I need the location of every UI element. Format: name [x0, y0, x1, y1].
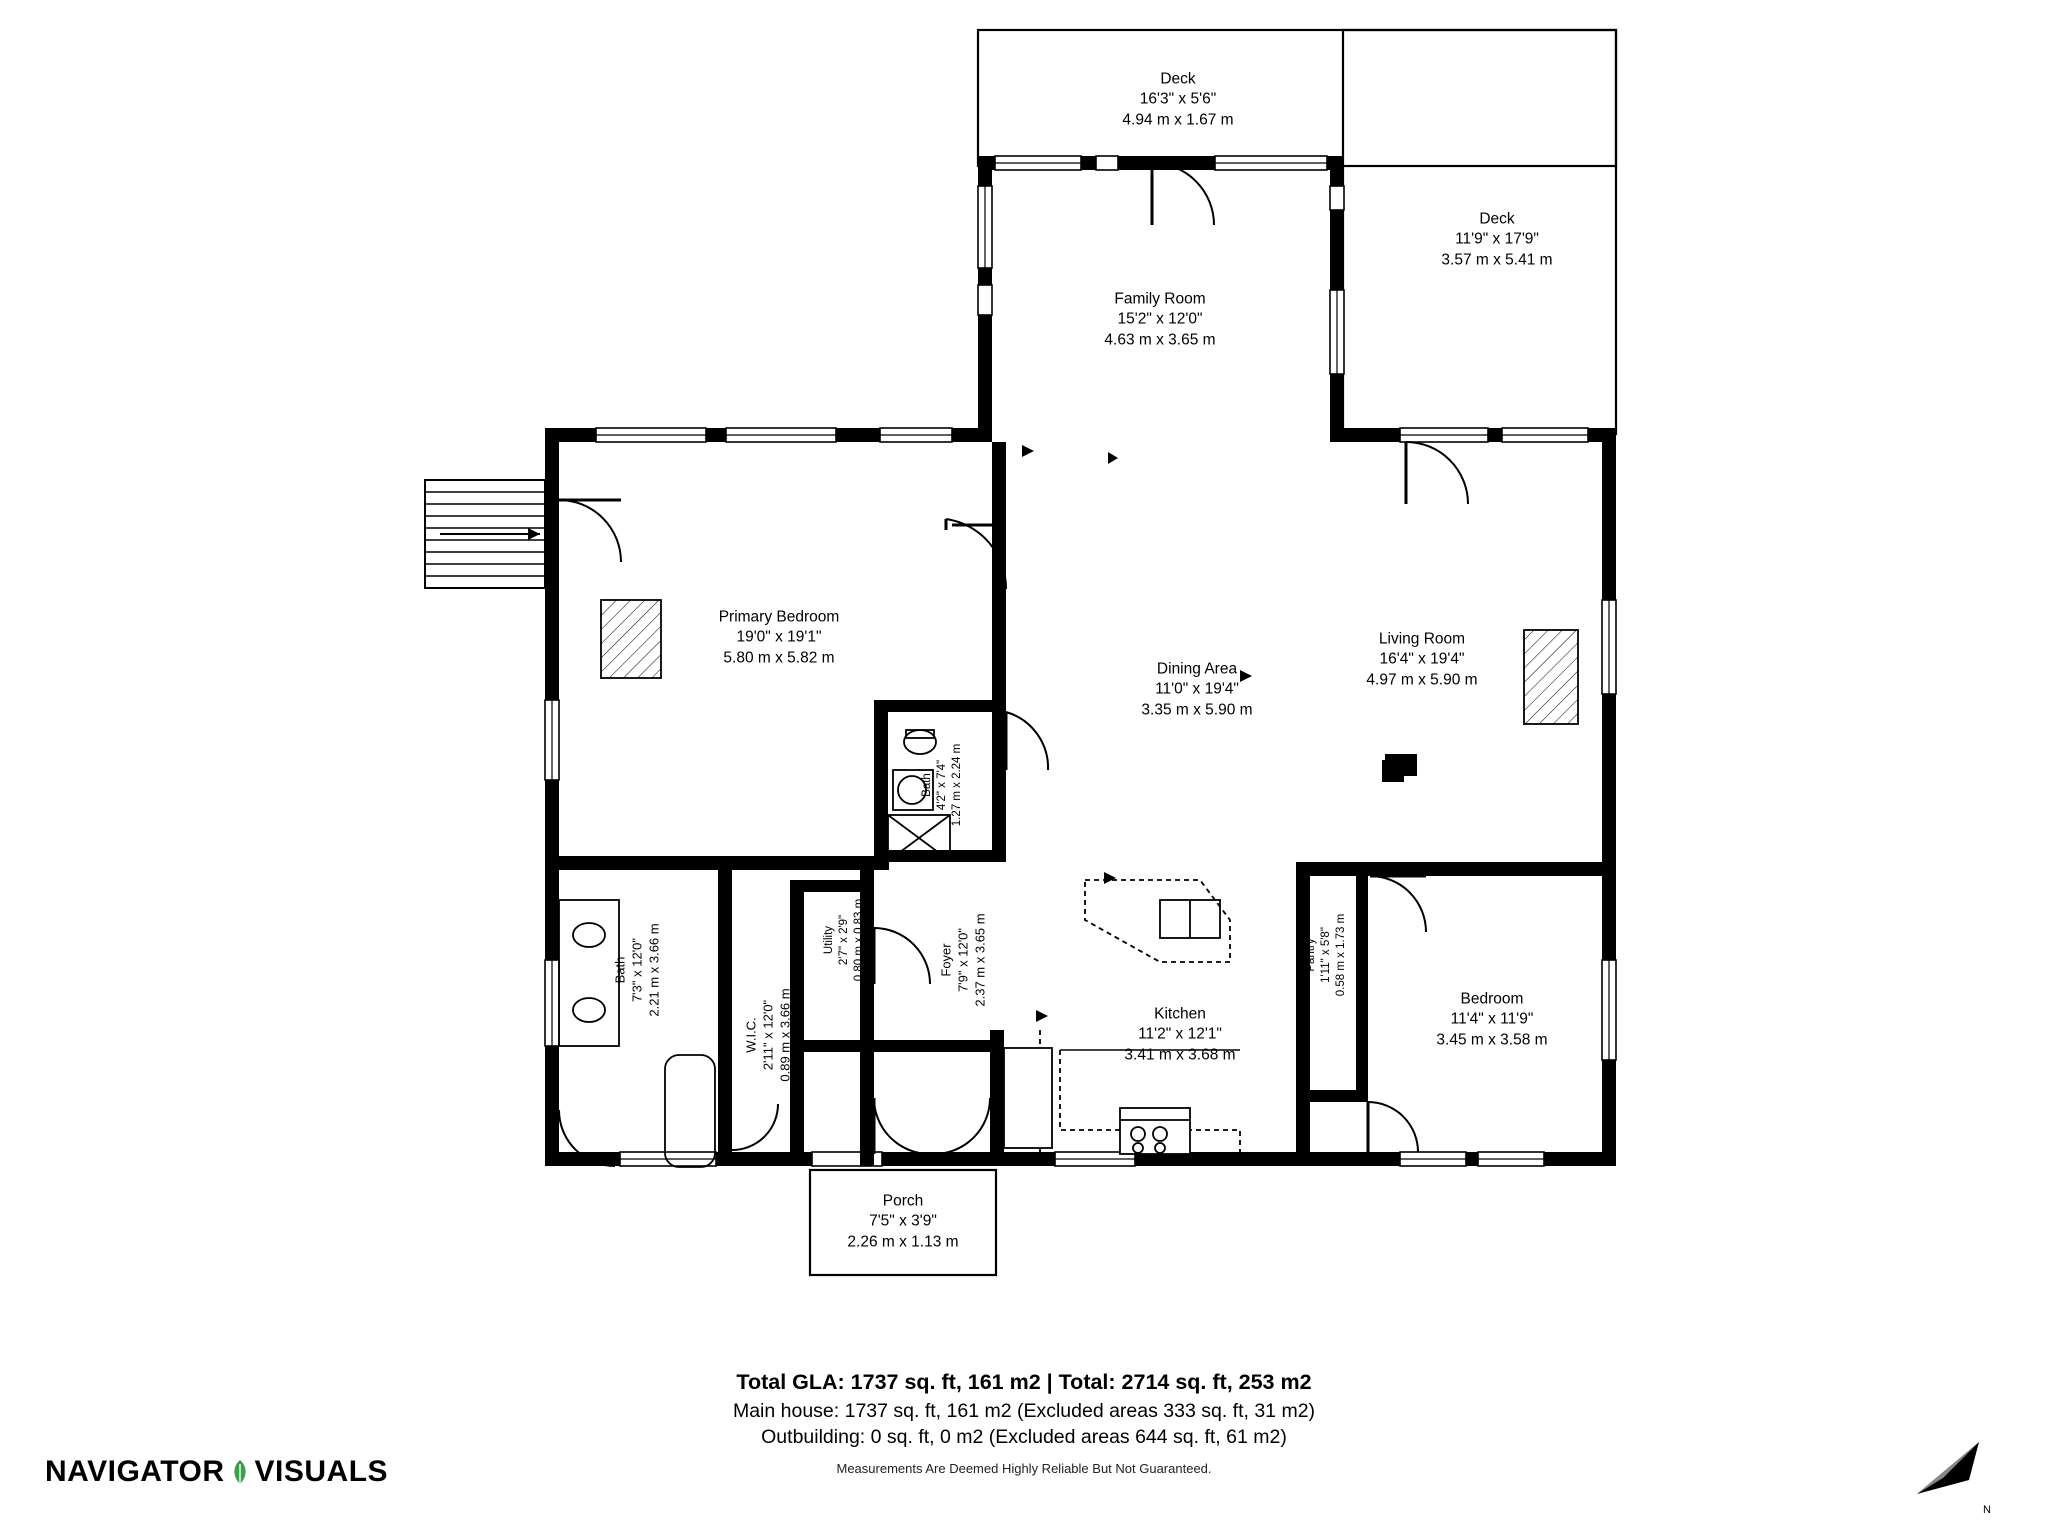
room-dimensions-imperial: 11'2" x 12'1" — [1138, 1025, 1222, 1043]
room-dimensions-imperial: 19'0" x 19'1" — [736, 628, 822, 646]
room-dimensions-imperial: 11'9" x 17'9" — [1455, 230, 1539, 248]
room-dimensions-imperial: 16'3" x 5'6" — [1139, 90, 1217, 108]
room-dimensions-metric: 4.97 m x 5.90 m — [1366, 671, 1478, 689]
room-dimensions-imperial: 2'7" x 2'9" — [838, 914, 851, 966]
room-dimensions-metric: 4.63 m x 3.65 m — [1104, 331, 1216, 349]
room-dimensions-imperial: 4'2" x 7'4" — [936, 759, 949, 811]
room-name: Bedroom — [1460, 990, 1524, 1008]
disclaimer-text: Measurements Are Deemed Highly Reliable But Not Guaranteed. — [836, 1461, 1212, 1476]
room-dimensions-metric: 3.41 m x 3.68 m — [1124, 1046, 1236, 1064]
logo-text-primary: NAVIGATOR — [45, 1455, 225, 1488]
room-dimensions-metric: 3.57 m x 5.41 m — [1441, 251, 1553, 269]
room-name: Deck — [1160, 70, 1196, 88]
room-dimensions-imperial: 7'9" x 12'0" — [955, 927, 971, 993]
room-name: Family Room — [1114, 290, 1206, 308]
room-dimensions-imperial: 2'11" x 12'0" — [760, 999, 776, 1071]
room-name: Pantry — [1305, 938, 1318, 972]
room-dimensions-metric: 0.80 m x 0.83 m — [853, 898, 866, 982]
room-name: Living Room — [1378, 630, 1466, 648]
outbuilding-line: Outbuilding: 0 sq. ft, 0 m2 (Excluded areas 644 sq. ft, 61 m2) — [761, 1426, 1287, 1448]
room-dimensions-imperial: 16'4" x 19'4" — [1379, 650, 1465, 668]
room-dimensions-imperial: 7'5" x 3'9" — [869, 1212, 937, 1230]
compass-north-label: N — [1983, 1504, 1991, 1516]
room-name: Deck — [1479, 210, 1515, 228]
room-dimensions-metric: 0.89 m x 3.66 m — [777, 988, 793, 1082]
room-dimensions-metric: 3.35 m x 5.90 m — [1141, 701, 1253, 719]
room-dimensions-metric: 4.94 m x 1.67 m — [1122, 111, 1234, 129]
interior-walls — [559, 442, 1616, 1166]
fixtures — [559, 600, 1578, 1167]
room-dimensions-imperial: 15'2" x 12'0" — [1117, 310, 1203, 328]
room-dimensions-metric: 0.58 m x 1.73 m — [1335, 913, 1348, 997]
room-dimensions-metric: 2.37 m x 3.65 m — [972, 913, 988, 1007]
room-name: W.I.C. — [743, 1017, 759, 1053]
room-dimensions-metric: 2.26 m x 1.13 m — [847, 1233, 959, 1251]
room-dimensions-metric: 3.45 m x 3.58 m — [1436, 1031, 1548, 1049]
room-name: Porch — [882, 1192, 924, 1210]
room-name: Kitchen — [1154, 1005, 1206, 1023]
navigator-visuals-logo — [45, 1455, 388, 1489]
room-dimensions-metric: 1.27 m x 2.24 m — [951, 743, 964, 827]
exterior-walls — [545, 156, 1616, 1166]
leaf-icon — [229, 1459, 251, 1485]
main-house-line: Main house: 1737 sq. ft, 161 m2 (Excluded areas 333 sq. ft, 31 m2) — [732, 1400, 1316, 1422]
room-dimensions-imperial: 7'3" x 12'0" — [629, 937, 645, 1003]
room-name: Primary Bedroom — [718, 608, 840, 626]
room-dimensions-metric: 2.21 m x 3.66 m — [646, 923, 662, 1017]
room-name: Utility — [823, 925, 836, 955]
room-name: Bath — [921, 773, 934, 797]
room-name: Foyer — [938, 943, 954, 977]
room-name: Bath — [612, 956, 628, 984]
compass-rose — [1903, 1430, 1993, 1516]
room-dimensions-imperial: 11'4" x 11'9" — [1450, 1010, 1534, 1028]
logo-text-secondary: VISUALS — [254, 1455, 389, 1488]
windows — [545, 156, 1616, 1166]
room-dimensions-imperial: 1'11" x 5'8" — [1320, 927, 1333, 983]
total-gla-line: Total GLA: 1737 sq. ft, 161 m2 | Total: 2714 sq. ft, 253 m2 — [736, 1370, 1312, 1394]
room-name: Dining Area — [1156, 660, 1238, 678]
dimension-markers — [1022, 445, 1252, 1022]
stairs — [425, 480, 545, 588]
room-dimensions-metric: 5.80 m x 5.82 m — [723, 649, 835, 667]
room-dimensions-imperial: 11'0" x 19'4" — [1155, 680, 1239, 698]
